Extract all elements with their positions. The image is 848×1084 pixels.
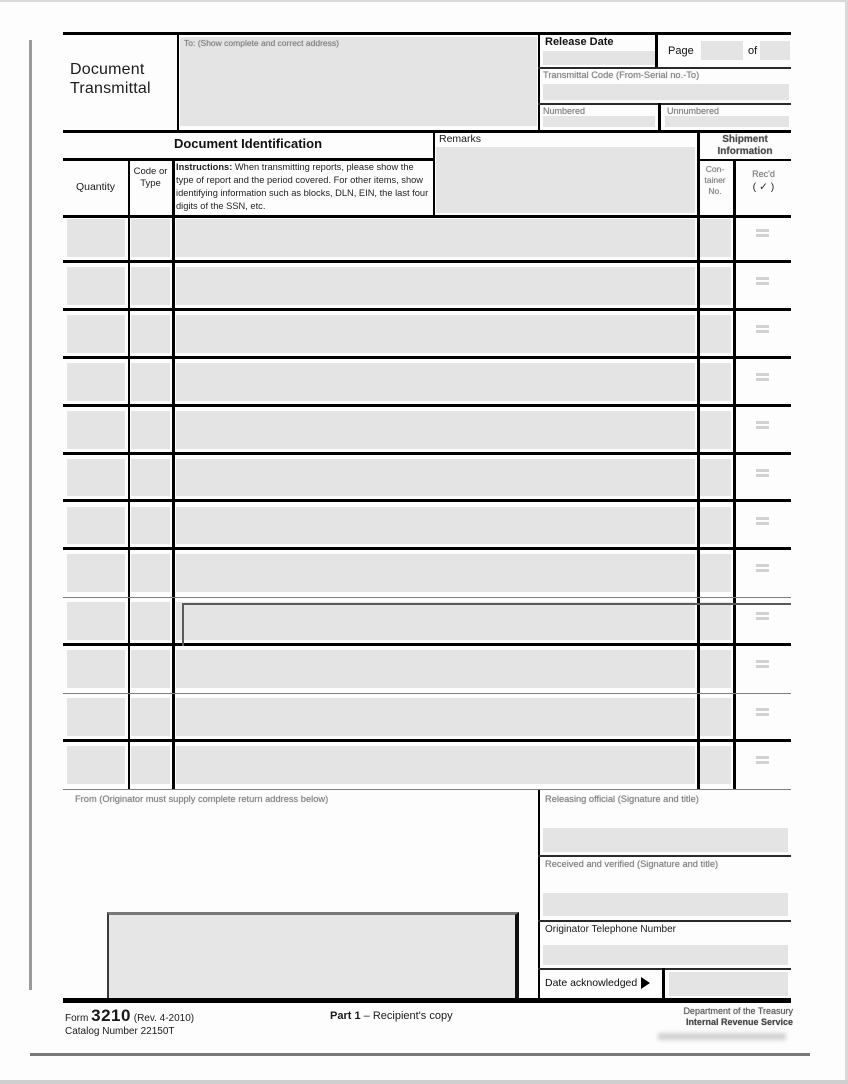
divider xyxy=(655,32,658,67)
part-copy-label xyxy=(330,1010,453,1022)
code-cell[interactable] xyxy=(131,698,170,736)
divider xyxy=(697,159,791,161)
recd-checkbox[interactable] xyxy=(756,421,769,432)
quantity-cell[interactable] xyxy=(67,554,125,592)
catalog-number: Catalog Number 22150T xyxy=(65,1026,175,1037)
date-acknowledged-label xyxy=(545,977,650,989)
shipment-information-header: Shipment Information xyxy=(717,134,773,157)
quantity-cell[interactable] xyxy=(67,746,125,784)
table-row xyxy=(63,694,791,742)
container-no-cell[interactable] xyxy=(700,554,731,592)
transmittal-code-field[interactable] xyxy=(543,84,789,100)
divider xyxy=(662,968,665,1000)
from-label: From (Originator must supply complete return address below) xyxy=(75,794,329,804)
description-cell[interactable] xyxy=(176,698,695,736)
code-cell[interactable] xyxy=(131,267,170,305)
unnumbered-label: Unnumbered xyxy=(667,106,720,116)
recd-checkmark-label: ( ✓ ) xyxy=(752,181,775,193)
container-no-cell[interactable] xyxy=(700,363,731,401)
quantity-cell[interactable] xyxy=(67,602,125,640)
row-divider xyxy=(63,789,791,790)
code-cell[interactable] xyxy=(131,650,170,688)
originator-phone-field[interactable] xyxy=(543,945,788,965)
form-title-line1: Document xyxy=(70,61,145,78)
description-cell[interactable] xyxy=(176,363,695,401)
unnumbered-field[interactable] xyxy=(665,116,789,127)
quantity-header: Quantity xyxy=(75,181,116,193)
table-row xyxy=(63,742,791,790)
quantity-cell[interactable] xyxy=(67,315,125,353)
table-row xyxy=(63,359,791,407)
department-line2: Internal Revenue Service xyxy=(685,1017,793,1027)
document-identification-header: Document Identification xyxy=(173,136,323,151)
originator-phone-label: Originator Telephone Number xyxy=(545,924,677,935)
quantity-cell[interactable] xyxy=(67,267,125,305)
illegible-footer-text xyxy=(658,1033,786,1040)
part-copy-text: – Recipient's copy xyxy=(363,1010,453,1022)
transmittal-code-label: Transmittal Code (From-Serial no.-To) xyxy=(543,70,700,80)
description-cell[interactable] xyxy=(176,554,695,592)
recd-checkbox[interactable] xyxy=(756,756,769,767)
form-word: Form xyxy=(65,1013,89,1024)
code-cell[interactable] xyxy=(131,507,170,545)
table-row xyxy=(63,598,791,646)
quantity-cell[interactable] xyxy=(67,507,125,545)
numbered-field[interactable] xyxy=(543,116,655,127)
code-or-type-header: Code or Type xyxy=(133,166,168,189)
table-row xyxy=(63,263,791,311)
recd-header-line1: Rec'd xyxy=(752,169,775,179)
code-cell[interactable] xyxy=(131,554,170,592)
numbered-label: Numbered xyxy=(543,106,586,116)
remarks-field[interactable] xyxy=(436,147,695,213)
page-label: Page xyxy=(668,45,694,57)
table-row xyxy=(63,503,791,551)
department-block xyxy=(593,1006,793,1028)
recd-checkbox[interactable] xyxy=(756,277,769,288)
received-verified-label: Received and verified (Signature and title) xyxy=(545,859,719,869)
container-header-line3: No. xyxy=(708,186,722,196)
code-cell[interactable] xyxy=(131,411,170,449)
instructions-rest: When transmitting reports, please show the type of report and the period covered. For other items, show identifying information such as blocks, DLN, EIN, the last four digits of the SSN, etc. xyxy=(176,162,429,211)
releasing-official-field[interactable] xyxy=(543,828,788,852)
container-header-line1: Con- xyxy=(705,164,725,174)
to-address-label: To: (Show complete and correct address) xyxy=(184,38,339,48)
remarks-header: Remarks xyxy=(439,133,482,145)
scan-artifact-left-line xyxy=(29,40,32,990)
container-no-cell[interactable] xyxy=(700,315,731,353)
recd-checkbox[interactable] xyxy=(756,469,769,480)
code-cell[interactable] xyxy=(131,315,170,353)
recd-checkbox[interactable] xyxy=(756,564,769,575)
recd-checkbox[interactable] xyxy=(756,660,769,671)
description-cell[interactable] xyxy=(176,411,695,449)
container-no-cell[interactable] xyxy=(700,746,731,784)
instructions-text xyxy=(176,161,431,213)
divider xyxy=(177,32,179,130)
divider xyxy=(63,998,791,1003)
recd-checkbox[interactable] xyxy=(756,373,769,384)
received-verified-field[interactable] xyxy=(543,893,788,916)
nested-entry-box[interactable] xyxy=(182,603,791,646)
table-row xyxy=(63,550,791,598)
page-of-label: of xyxy=(748,45,758,57)
table-row xyxy=(63,646,791,694)
divider xyxy=(538,855,791,857)
part-number: Part 1 xyxy=(330,1010,361,1022)
releasing-official-label: Releasing official (Signature and title) xyxy=(545,794,699,804)
divider xyxy=(538,32,540,130)
scan-artifact-bottom-line xyxy=(30,1053,810,1056)
form-id-block xyxy=(65,1006,194,1037)
divider xyxy=(538,103,791,105)
divider xyxy=(63,32,791,35)
description-cell[interactable] xyxy=(176,746,695,784)
table-row xyxy=(63,311,791,359)
form-revision: (Rev. 4-2010) xyxy=(133,1013,195,1024)
description-cell[interactable] xyxy=(176,315,695,353)
quantity-cell[interactable] xyxy=(67,363,125,401)
recd-checkbox[interactable] xyxy=(756,708,769,719)
container-no-cell[interactable] xyxy=(700,507,731,545)
recd-header xyxy=(736,168,791,194)
quantity-cell[interactable] xyxy=(67,650,125,688)
quantity-cell[interactable] xyxy=(67,411,125,449)
recd-checkbox[interactable] xyxy=(756,325,769,336)
code-cell[interactable] xyxy=(131,459,170,497)
page-edge-top xyxy=(0,0,848,2)
divider xyxy=(538,67,791,69)
table-row xyxy=(63,455,791,503)
code-cell[interactable] xyxy=(131,219,170,257)
code-cell[interactable] xyxy=(131,363,170,401)
quantity-cell[interactable] xyxy=(67,698,125,736)
to-address-field[interactable] xyxy=(180,37,537,126)
divider xyxy=(538,920,791,922)
container-no-header xyxy=(698,164,732,197)
page-total-field[interactable] xyxy=(760,41,790,60)
instructions-bold: Instructions: xyxy=(176,162,233,172)
container-header-line2: tainer xyxy=(704,175,726,185)
page-number-field[interactable] xyxy=(701,41,743,60)
form-title-line2: Transmittal xyxy=(70,80,151,97)
description-cell[interactable] xyxy=(176,267,695,305)
description-cell[interactable] xyxy=(176,219,695,257)
date-acknowledged-text: Date acknowledged xyxy=(545,977,638,989)
quantity-cell[interactable] xyxy=(67,219,125,257)
page-edge-bottom xyxy=(0,1080,848,1084)
table-row xyxy=(63,215,791,263)
divider xyxy=(433,130,435,215)
form-number: 3210 xyxy=(91,1006,131,1025)
table-row xyxy=(63,407,791,455)
department-line1: Department of the Treasury xyxy=(683,1006,793,1016)
container-no-cell[interactable] xyxy=(700,267,731,305)
description-cell[interactable] xyxy=(176,650,695,688)
release-date-field[interactable] xyxy=(543,51,655,65)
quantity-cell[interactable] xyxy=(67,459,125,497)
container-no-cell[interactable] xyxy=(700,411,731,449)
code-cell[interactable] xyxy=(131,602,170,640)
container-no-cell[interactable] xyxy=(700,459,731,497)
from-address-field[interactable] xyxy=(107,912,519,998)
form-title xyxy=(70,60,151,98)
divider xyxy=(63,130,791,133)
divider xyxy=(658,103,661,130)
container-no-cell[interactable] xyxy=(700,698,731,736)
container-no-cell[interactable] xyxy=(700,219,731,257)
recd-checkbox[interactable] xyxy=(756,517,769,528)
recd-checkbox[interactable] xyxy=(756,229,769,240)
description-cell[interactable] xyxy=(176,507,695,545)
code-cell[interactable] xyxy=(131,746,170,784)
arrow-right-icon xyxy=(641,977,650,989)
date-acknowledged-field[interactable] xyxy=(669,972,788,996)
container-no-cell[interactable] xyxy=(700,650,731,688)
release-date-label: Release Date xyxy=(545,36,614,48)
description-cell[interactable] xyxy=(176,459,695,497)
